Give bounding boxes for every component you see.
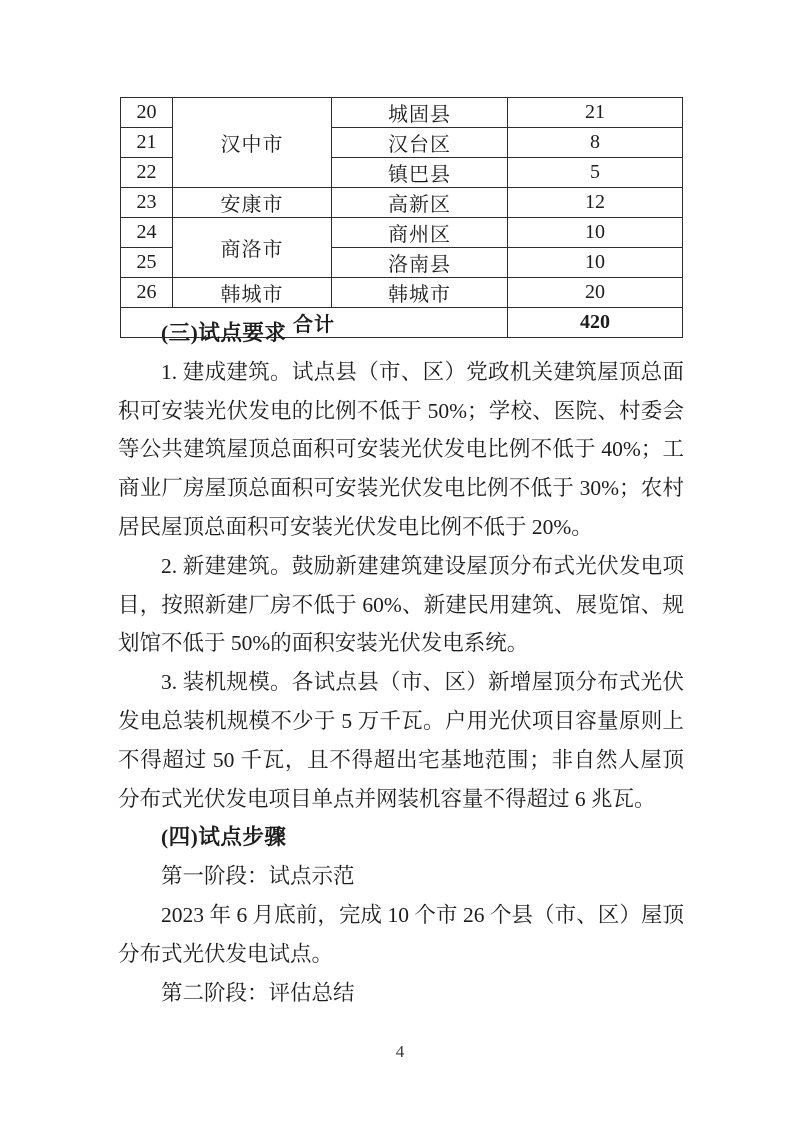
county-cell: 韩城市 (332, 278, 508, 308)
row-number-cell: 20 (121, 98, 173, 128)
row-number-cell: 26 (121, 278, 173, 308)
value-cell: 20 (508, 278, 683, 308)
value-cell: 10 (508, 248, 683, 278)
row-number-cell: 23 (121, 188, 173, 218)
city-cell: 商洛市 (173, 218, 332, 278)
row-number-cell: 21 (121, 128, 173, 158)
city-cell: 汉中市 (173, 98, 332, 188)
paragraph-built-buildings: 1. 建成建筑。试点县（市、区）党政机关建筑屋顶总面积可安装光伏发电的比例不低于 50%；学校、医院、村委会等公共建筑屋顶总面积可安装光伏发电比例不低于 40%；工商业厂房屋顶总面积可安装光伏发电比例不低于 30%；农村居民屋顶总面积可安装光伏发电比例不低于 20%。 (118, 359, 684, 539)
row-number-cell: 25 (121, 248, 173, 278)
section4-heading: (四)试点步骤 (161, 825, 287, 850)
section3-heading: (三)试点要求 (161, 321, 287, 345)
county-cell: 洛南县 (332, 248, 508, 278)
county-cell: 高新区 (332, 188, 508, 218)
county-cell: 汉台区 (332, 128, 508, 158)
total-value-cell: 420 (508, 308, 683, 338)
stage1-text: 2023 年 6 月底前，完成 10 个市 26 个县（市、区）屋顶分布式光伏发电试点。 (118, 902, 684, 966)
stage1-label: 第一阶段：试点示范 (161, 864, 355, 889)
county-cell: 商州区 (332, 218, 508, 248)
value-cell: 8 (508, 128, 683, 158)
row-number-cell: 24 (121, 218, 173, 248)
paragraph-installed-capacity: 3. 装机规模。各试点县（市、区）新增屋顶分布式光伏发电总装机规模不少于 5 万千瓦。户用光伏项目容量原则上不得超过 50 千瓦，且不得超出宅基地范围；非自然人屋顶分布式光伏发电项目单点并网装机容量不得超过 6 兆瓦。 (118, 670, 684, 811)
value-cell: 10 (508, 218, 683, 248)
county-cell: 镇巴县 (332, 158, 508, 188)
table-row (121, 218, 683, 248)
page-number: 4 (395, 1042, 405, 1061)
county-cell: 城固县 (332, 98, 508, 128)
value-cell: 21 (508, 98, 683, 128)
value-cell: 12 (508, 188, 683, 218)
table-row (121, 188, 683, 218)
city-cell: 韩城市 (173, 278, 332, 308)
city-cell: 安康市 (173, 188, 332, 218)
table-row (121, 98, 683, 128)
total-label-cell: 合计 (121, 308, 508, 338)
pilot-counties-table (120, 97, 683, 338)
row-number-cell: 22 (121, 158, 173, 188)
value-cell: 5 (508, 158, 683, 188)
stage2-label: 第二阶段：评估总结 (161, 980, 355, 1005)
table-row (121, 278, 683, 308)
document-body (118, 314, 684, 1012)
paragraph-new-buildings: 2. 新建建筑。鼓励新建建筑建设屋顶分布式光伏发电项目，按照新建厂房不低于 60%、新建民用建筑、展览馆、规划馆不低于 50%的面积安装光伏发电系统。 (118, 553, 684, 656)
